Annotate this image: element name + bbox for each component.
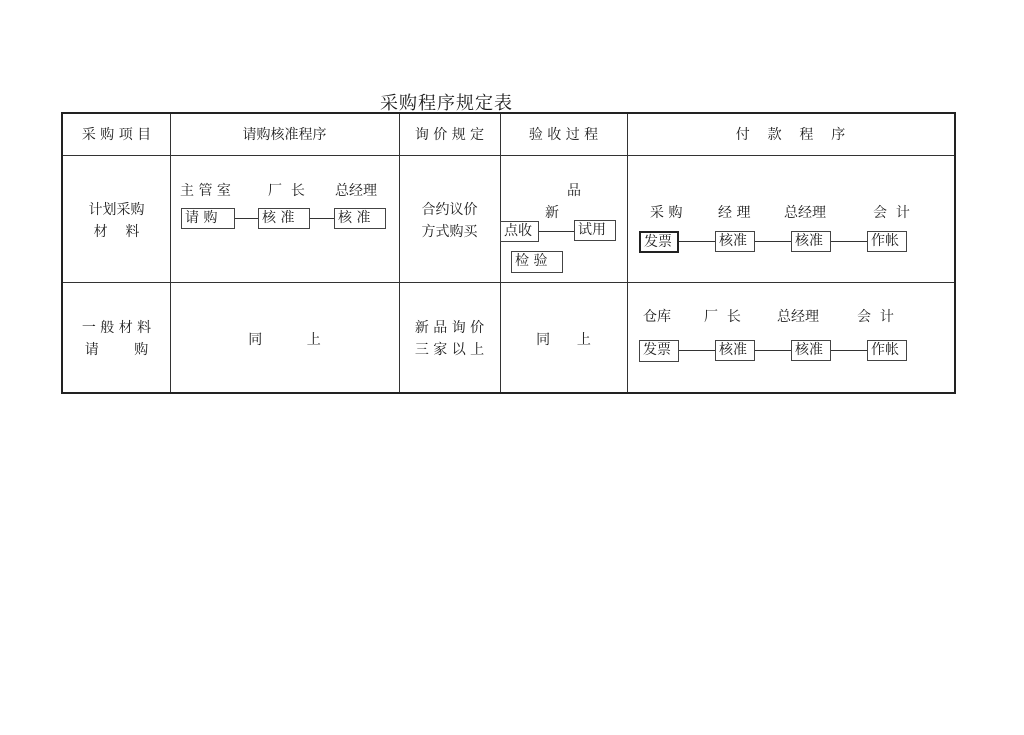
flow-connector bbox=[539, 231, 574, 232]
header-item: 采 购 项 目 bbox=[81, 127, 152, 143]
step-box: 核准 bbox=[791, 231, 831, 252]
role-label: 会 计 bbox=[857, 309, 894, 325]
header-request: 请购核准程序 bbox=[242, 127, 327, 143]
row1-item-line1: 计划采购 bbox=[88, 202, 145, 218]
step-box: 点收 bbox=[500, 221, 539, 242]
inspection-label: 新 bbox=[545, 205, 559, 221]
flow-connector bbox=[679, 241, 715, 242]
role-label: 厂 长 bbox=[704, 309, 741, 325]
row1-item-line2: 材 料 bbox=[93, 224, 140, 240]
header-inquiry: 询 价 规 定 bbox=[414, 127, 485, 143]
row2-inspection-same: 同 上 bbox=[536, 332, 591, 348]
role-label: 总经理 bbox=[335, 183, 377, 199]
role-label: 采 购 bbox=[650, 205, 683, 221]
role-label: 会 计 bbox=[873, 205, 910, 221]
step-box: 作帐 bbox=[867, 340, 907, 361]
step-box: 发票 bbox=[639, 340, 679, 362]
role-label: 主 管 室 bbox=[180, 183, 231, 199]
inspection-label: 品 bbox=[567, 183, 581, 199]
step-box: 核 准 bbox=[258, 208, 310, 229]
row2-request-same: 同 上 bbox=[248, 332, 321, 348]
role-label: 经 理 bbox=[718, 205, 751, 221]
step-box: 核准 bbox=[791, 340, 831, 361]
step-box: 请 购 bbox=[181, 208, 235, 229]
step-box: 核准 bbox=[715, 231, 755, 252]
row2-inquiry-line1: 新 品 询 价 bbox=[414, 320, 485, 336]
role-label: 厂 长 bbox=[268, 183, 305, 199]
step-box: 核 准 bbox=[334, 208, 386, 229]
row2-inquiry-line2: 三 家 以 上 bbox=[414, 342, 485, 358]
flow-connector bbox=[831, 241, 867, 242]
procurement-table bbox=[61, 112, 956, 394]
page-title: 采购程序规定表 bbox=[380, 93, 513, 114]
header-inspection: 验 收 过 程 bbox=[528, 127, 599, 143]
header-payment: 付 款 程 序 bbox=[735, 127, 846, 143]
role-label: 总经理 bbox=[784, 205, 826, 221]
step-box: 发票 bbox=[639, 231, 679, 253]
role-label: 仓库 bbox=[643, 309, 671, 325]
flow-connector bbox=[755, 241, 791, 242]
step-box: 作帐 bbox=[867, 231, 907, 252]
step-box: 检 验 bbox=[511, 251, 563, 273]
role-label: 总经理 bbox=[777, 309, 819, 325]
row-divider bbox=[63, 155, 954, 156]
row-divider bbox=[63, 282, 954, 283]
flow-connector bbox=[755, 350, 791, 351]
row2-item-line2: 请 购 bbox=[84, 342, 149, 358]
flow-connector bbox=[679, 350, 715, 351]
flow-connector bbox=[831, 350, 867, 351]
row1-inquiry-line1: 合约议价 bbox=[421, 202, 478, 218]
flow-connector bbox=[310, 218, 334, 219]
step-box: 核准 bbox=[715, 340, 755, 361]
row2-item-line1: 一 般 材 料 bbox=[81, 320, 152, 336]
row1-inquiry-line2: 方式购买 bbox=[421, 224, 478, 240]
flow-connector bbox=[235, 218, 258, 219]
step-box: 试用 bbox=[574, 220, 616, 241]
